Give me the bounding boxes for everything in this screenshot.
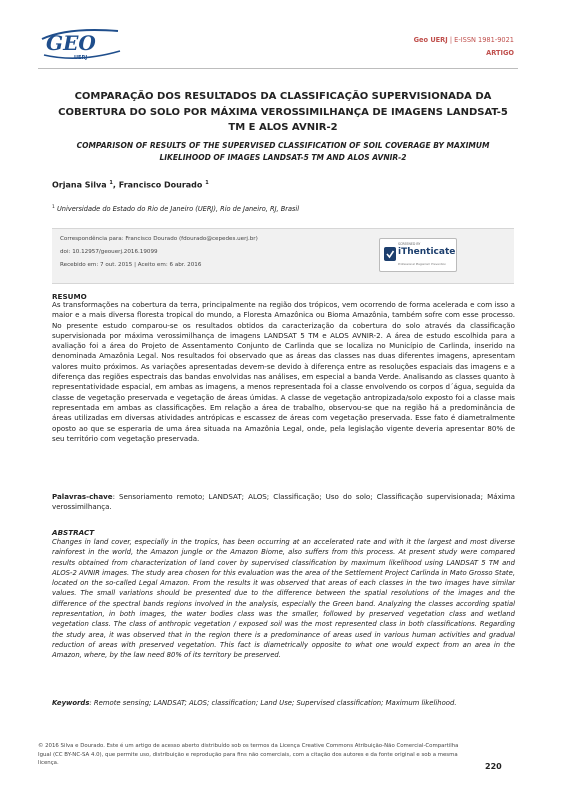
svg-text:UERJ: UERJ bbox=[74, 55, 88, 61]
license-footer: © 2016 Silva e Dourado. Este é um artigo de acesso aberto distribuído sob os termos da Licença Creative Commons Atribuição-Não Comercial-Compartilha Igual (CC BY-NC-SA 4.0), que permite uso, distribuição e reprodução para fins não comerciais, com a citação dos autores e da fonte original e sob a mesma licença. bbox=[38, 743, 459, 767]
keywords-label: Keywords bbox=[52, 699, 90, 707]
badge-screened-label: SCREENED BY bbox=[398, 242, 421, 246]
resumo-keywords bbox=[52, 492, 515, 513]
abstract-heading: ABSTRACT bbox=[52, 528, 95, 537]
affiliation bbox=[52, 205, 299, 213]
author-affiliation-mark: 1 bbox=[109, 180, 113, 186]
abstract-keywords bbox=[52, 698, 515, 708]
author-separator: , bbox=[112, 180, 119, 190]
ithenticate-check-icon bbox=[384, 247, 396, 261]
author-name: Francisco Dourado bbox=[118, 180, 203, 190]
abstract-text: Changes in land cover, especially in the tropics, has been occurring at an accelerated rate and with it the largest and most diverse rainforest in the world, the Amazon jungle or the Amazon Biome, also suffers from this process. At present study were compared results obtained from characterization of land cover by supervised classification by maximum likelihood using LANDSAT 5 TM and ALOS-2 AVNIR images. The study area chosen for this evaluation was the area of the Settlement Project Carlinda in Mato Grosso State, located on the so-called Legal Amazon. From the results it was observed that areas of each classes in the two images have similar values. The small variations should be presented due to the difference between the spatial resolutions of the images and the difference of the spectral bands regions involved in the analysis, especially the Green band. Analyzing the classes according spatial representation, in both images, the water bodies class was the smaller, followed by preserved vegetation class and wetland vegetation class. The class of anthropic vegetation / exposed soil was the most represented class in both classifications. Regarding the study area, it was observed that in the region there is a predominance of areas used in various human activities and gradual reduction of areas with preserved vegetation. This fact is diametrically opposite to what one would expect from an area in the Amazon, where, by the law need 80% of its territory be preserved. bbox=[52, 538, 515, 660]
geo-uerj-logo-icon bbox=[38, 25, 124, 63]
issn-separator: | bbox=[449, 36, 455, 44]
correspondence-box bbox=[52, 228, 514, 284]
article-title: COMPARAÇÃO DOS RESULTADOS DA CLASSIFICAÇÃO SUPERVISIONADA DA COBERTURA DO SOLO POR MÁXIMA VEROSSIMILHANÇA DE IMAGENS LANDSAT-5 TM E ALOS AVNIR-2 bbox=[58, 91, 508, 134]
article-title-english: COMPARISON OF RESULTS OF THE SUPERVISED CLASSIFICATION OF SOIL COVERAGE BY MAXIMUM LIKELIHOOD OF IMAGES LANDSAT-5 TM AND ALOS AVNIR-2 bbox=[76, 141, 490, 162]
keywords-list: : Remote sensing; LANDSAT; ALOS; classification; Land Use; Supervised classification; Maximum likelihood. bbox=[89, 699, 457, 707]
keywords-list: : Sensoriamento remoto; LANDSAT; ALOS; Classificação; Uso do solo; Classificação supervisionada; Máxima verossimilhança. bbox=[52, 492, 515, 512]
keywords-label: Palavras-chave bbox=[52, 492, 113, 501]
ithenticate-badge[interactable] bbox=[379, 238, 457, 272]
article-type: ARTIGO bbox=[486, 49, 514, 57]
badge-name: iThenticate bbox=[398, 247, 456, 257]
geo-uerj-logo bbox=[38, 25, 124, 63]
doi-link[interactable]: doi: 10.12957/geouerj.2016.19099 bbox=[60, 249, 158, 255]
page-number: 220 bbox=[485, 762, 502, 771]
resumo-text: As transformações na cobertura da terra, principalmente na região dos trópicos, vem ocorrendo de forma acelerada e com isso a maior e a mais diversa floresta tropical do mundo, a Floresta Amazônica ou Bioma Amazônia, também sofre com esse processo. No presente estudo comparou-se os resultados obtidos da caracterização da cobertura do solo através da classificação supervisionada por máxima verossimilhança de imagens LANDSAT 5 TM e ALOS AVNIR-2. A área de estudo escolhida para a avaliação foi a área do Projeto de Assentamento Conjunto de Carlinda que se localiza no Município de Carlinda, inserido na denominada Amazônia Legal. Nos resultados foi observado que as áreas das classes nas duas diferentes imagens, apresentam valores muito próximos. As variações apresentadas devem-se devido à diferença entre as resoluções espaciais das imagens e a diferença das regiões espectrais das bandas envolvidas nas análises, em especial a banda Verde. Analisando as classes quanto à representatividade espacial, em ambas as imagens, a menos representada foi a classe envolvendo os corpos d´água, seguida da classe de vegetação preservada e vegetação de áreas úmidas. A classe de vegetação antropizada/solo exposto foi a classe mais representada em ambas as classificações. Em relação a área de trabalho, observou-se que na região há a predominância de áreas utilizadas em diversas atividades antrópicas e escassez de áreas com vegetação preservada. Esse fato é diametralmente oposto ao que se esperaria de uma área situada na Amazônia Legal, onde, pela legislação vigente deveria apresentar 80% de seu território com vegetação preservada. bbox=[52, 300, 515, 443]
journal-name: Geo UERJ bbox=[413, 36, 448, 44]
affiliation-mark: 1 bbox=[52, 205, 55, 210]
journal-issn: E-ISSN 1981-9021 bbox=[454, 36, 514, 44]
resumo-heading: RESUMO bbox=[52, 292, 87, 301]
badge-tagline: Professional Plagiarism Prevention bbox=[398, 262, 447, 266]
author-name: Orjana Silva bbox=[52, 180, 107, 190]
svg-text:GEO: GEO bbox=[46, 31, 96, 55]
journal-info bbox=[414, 34, 514, 60]
received-accepted-dates: Recebido em: 7 out. 2015 | Aceito em: 6 abr. 2016 bbox=[60, 262, 202, 268]
correspondence-email[interactable]: Correspondência para: Francisco Dourado (fdourado@cepedes.uerj.br) bbox=[60, 236, 258, 242]
affiliation-text: Universidade do Estado do Rio de Janeiro (UERJ), Rio de Janeiro, RJ, Brasil bbox=[56, 205, 300, 214]
header-divider bbox=[38, 68, 518, 69]
author-affiliation-mark: 1 bbox=[205, 180, 209, 186]
author-list bbox=[52, 180, 209, 190]
